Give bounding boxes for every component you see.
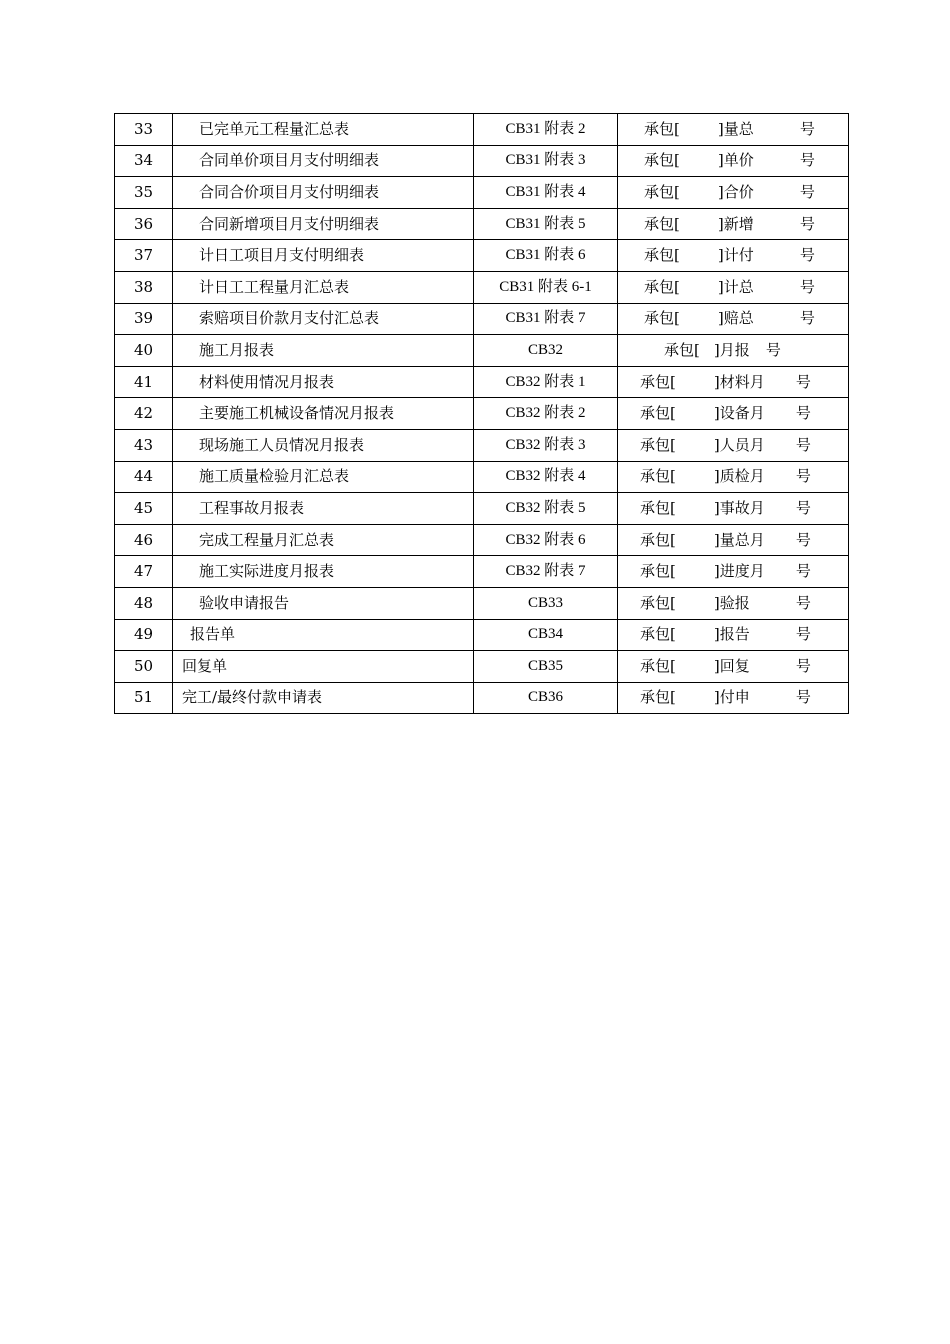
form-code: CB34 <box>474 619 618 651</box>
form-name: 合同合价项目月支付明细表 <box>173 177 474 209</box>
reference-mid: ]月报 <box>713 340 750 359</box>
form-code: CB31 附表 6-1 <box>474 271 618 303</box>
row-number: 49 <box>115 619 173 651</box>
reference-suf: 号 <box>799 246 815 265</box>
reference-pre: 承包[ <box>644 182 680 201</box>
table-row <box>115 619 849 651</box>
row-number: 41 <box>115 366 173 398</box>
reference-pre: 承包[ <box>640 372 676 391</box>
reference-suf: 号 <box>795 530 811 549</box>
reference-pre: 承包[ <box>640 498 676 517</box>
form-reference-number <box>618 587 849 619</box>
table-row <box>115 651 849 683</box>
row-number: 50 <box>115 651 173 683</box>
form-reference-number <box>618 398 849 430</box>
form-code: CB33 <box>474 587 618 619</box>
form-name: 计日工项目月支付明细表 <box>173 240 474 272</box>
form-code: CB31 附表 2 <box>474 114 618 146</box>
row-number: 43 <box>115 429 173 461</box>
reference-suf: 号 <box>795 435 811 454</box>
form-name: 施工质量检验月汇总表 <box>173 461 474 493</box>
reference-mid: ]报告 <box>713 625 750 644</box>
reference-mid: ]材料月 <box>713 372 765 391</box>
reference-mid: ]量总月 <box>713 530 765 549</box>
reference-suf: 号 <box>799 214 815 233</box>
form-reference-number <box>618 177 849 209</box>
reference-mid: ]计付 <box>717 246 754 265</box>
table-row <box>115 145 849 177</box>
form-code: CB31 附表 3 <box>474 145 618 177</box>
row-number: 47 <box>115 556 173 588</box>
form-code: CB32 附表 2 <box>474 398 618 430</box>
reference-suf: 号 <box>799 182 815 201</box>
form-name: 索赔项目价款月支付汇总表 <box>173 303 474 335</box>
row-number: 46 <box>115 524 173 556</box>
form-code: CB31 附表 6 <box>474 240 618 272</box>
reference-suf: 号 <box>799 309 815 328</box>
table-row <box>115 114 849 146</box>
table-row <box>115 556 849 588</box>
row-number: 51 <box>115 682 173 714</box>
form-name: 计日工工程量月汇总表 <box>173 271 474 303</box>
row-number: 38 <box>115 271 173 303</box>
form-code: CB36 <box>474 682 618 714</box>
reference-mid: ]单价 <box>717 151 754 170</box>
reference-pre: 承包[ <box>640 625 676 644</box>
form-reference-number <box>618 271 849 303</box>
reference-mid: ]量总 <box>717 119 754 138</box>
reference-suf: 号 <box>795 404 811 423</box>
reference-suf: 号 <box>795 562 811 581</box>
reference-mid: ]赔总 <box>717 309 754 328</box>
reference-pre: 承包[ <box>664 340 700 359</box>
form-name: 回复单 <box>173 651 474 683</box>
table-row <box>115 271 849 303</box>
reference-mid: ]回复 <box>713 656 750 675</box>
reference-pre: 承包[ <box>640 593 676 612</box>
form-code: CB32 <box>474 335 618 367</box>
form-code: CB32 附表 1 <box>474 366 618 398</box>
form-name: 合同单价项目月支付明细表 <box>173 145 474 177</box>
form-name: 报告单 <box>173 619 474 651</box>
form-code: CB35 <box>474 651 618 683</box>
reference-pre: 承包[ <box>644 151 680 170</box>
table-row <box>115 177 849 209</box>
reference-mid: ]验报 <box>713 593 750 612</box>
form-name: 施工月报表 <box>173 335 474 367</box>
form-name: 验收申请报告 <box>173 587 474 619</box>
reference-suf: 号 <box>799 119 815 138</box>
reference-suf: 号 <box>795 498 811 517</box>
form-name: 主要施工机械设备情况月报表 <box>173 398 474 430</box>
reference-pre: 承包[ <box>644 119 680 138</box>
row-number: 36 <box>115 208 173 240</box>
form-reference-number <box>618 145 849 177</box>
form-code: CB32 附表 4 <box>474 461 618 493</box>
reference-pre: 承包[ <box>640 435 676 454</box>
form-code: CB31 附表 4 <box>474 177 618 209</box>
table-row <box>115 335 849 367</box>
reference-mid: ]合价 <box>717 182 754 201</box>
reference-suf: 号 <box>795 593 811 612</box>
form-reference-number <box>618 461 849 493</box>
reference-pre: 承包[ <box>640 404 676 423</box>
form-reference-number <box>618 619 849 651</box>
reference-mid: ]计总 <box>717 277 754 296</box>
form-name: 施工实际进度月报表 <box>173 556 474 588</box>
table-row <box>115 240 849 272</box>
form-code: CB31 附表 5 <box>474 208 618 240</box>
form-name: 完工/最终付款申请表 <box>173 682 474 714</box>
form-reference-number <box>618 303 849 335</box>
row-number: 44 <box>115 461 173 493</box>
reference-mid: ]人员月 <box>713 435 765 454</box>
row-number: 48 <box>115 587 173 619</box>
reference-pre: 承包[ <box>644 246 680 265</box>
row-number: 35 <box>115 177 173 209</box>
table-row <box>115 398 849 430</box>
form-reference-number <box>618 240 849 272</box>
form-reference-number <box>618 556 849 588</box>
reference-mid: ]进度月 <box>713 562 765 581</box>
forms-index-table <box>114 113 849 714</box>
reference-pre: 承包[ <box>640 467 676 486</box>
reference-mid: ]质检月 <box>713 467 765 486</box>
form-reference-number <box>618 114 849 146</box>
reference-suf: 号 <box>795 656 811 675</box>
reference-pre: 承包[ <box>644 309 680 328</box>
reference-suf: 号 <box>795 372 811 391</box>
form-reference-number <box>618 366 849 398</box>
table-row <box>115 429 849 461</box>
reference-pre: 承包[ <box>640 530 676 549</box>
form-code: CB32 附表 5 <box>474 493 618 525</box>
row-number: 42 <box>115 398 173 430</box>
table-row <box>115 493 849 525</box>
reference-pre: 承包[ <box>640 656 676 675</box>
reference-pre: 承包[ <box>640 688 676 707</box>
row-number: 34 <box>115 145 173 177</box>
table-row <box>115 303 849 335</box>
reference-mid: ]设备月 <box>713 404 765 423</box>
reference-suf: 号 <box>799 277 815 296</box>
form-reference-number <box>618 335 849 367</box>
table-row <box>115 208 849 240</box>
form-reference-number <box>618 493 849 525</box>
reference-pre: 承包[ <box>644 214 680 233</box>
reference-suf: 号 <box>795 688 811 707</box>
table-row <box>115 461 849 493</box>
table-row <box>115 682 849 714</box>
table-row <box>115 524 849 556</box>
row-number: 33 <box>115 114 173 146</box>
row-number: 39 <box>115 303 173 335</box>
table-row <box>115 366 849 398</box>
reference-mid: ]事故月 <box>713 498 765 517</box>
reference-mid: ]付申 <box>713 688 750 707</box>
table-row <box>115 587 849 619</box>
form-name: 完成工程量月汇总表 <box>173 524 474 556</box>
table-body <box>115 114 849 714</box>
form-name: 工程事故月报表 <box>173 493 474 525</box>
form-reference-number <box>618 651 849 683</box>
reference-pre: 承包[ <box>640 562 676 581</box>
form-code: CB31 附表 7 <box>474 303 618 335</box>
form-name: 现场施工人员情况月报表 <box>173 429 474 461</box>
form-name: 已完单元工程量汇总表 <box>173 114 474 146</box>
reference-suf: 号 <box>765 340 781 359</box>
reference-suf: 号 <box>795 625 811 644</box>
form-reference-number <box>618 429 849 461</box>
form-code: CB32 附表 6 <box>474 524 618 556</box>
reference-suf: 号 <box>795 467 811 486</box>
row-number: 45 <box>115 493 173 525</box>
form-name: 合同新增项目月支付明细表 <box>173 208 474 240</box>
reference-suf: 号 <box>799 151 815 170</box>
form-reference-number <box>618 208 849 240</box>
form-code: CB32 附表 7 <box>474 556 618 588</box>
reference-pre: 承包[ <box>644 277 680 296</box>
row-number: 37 <box>115 240 173 272</box>
form-reference-number <box>618 682 849 714</box>
form-name: 材料使用情况月报表 <box>173 366 474 398</box>
row-number: 40 <box>115 335 173 367</box>
form-reference-number <box>618 524 849 556</box>
reference-mid: ]新增 <box>717 214 754 233</box>
form-code: CB32 附表 3 <box>474 429 618 461</box>
